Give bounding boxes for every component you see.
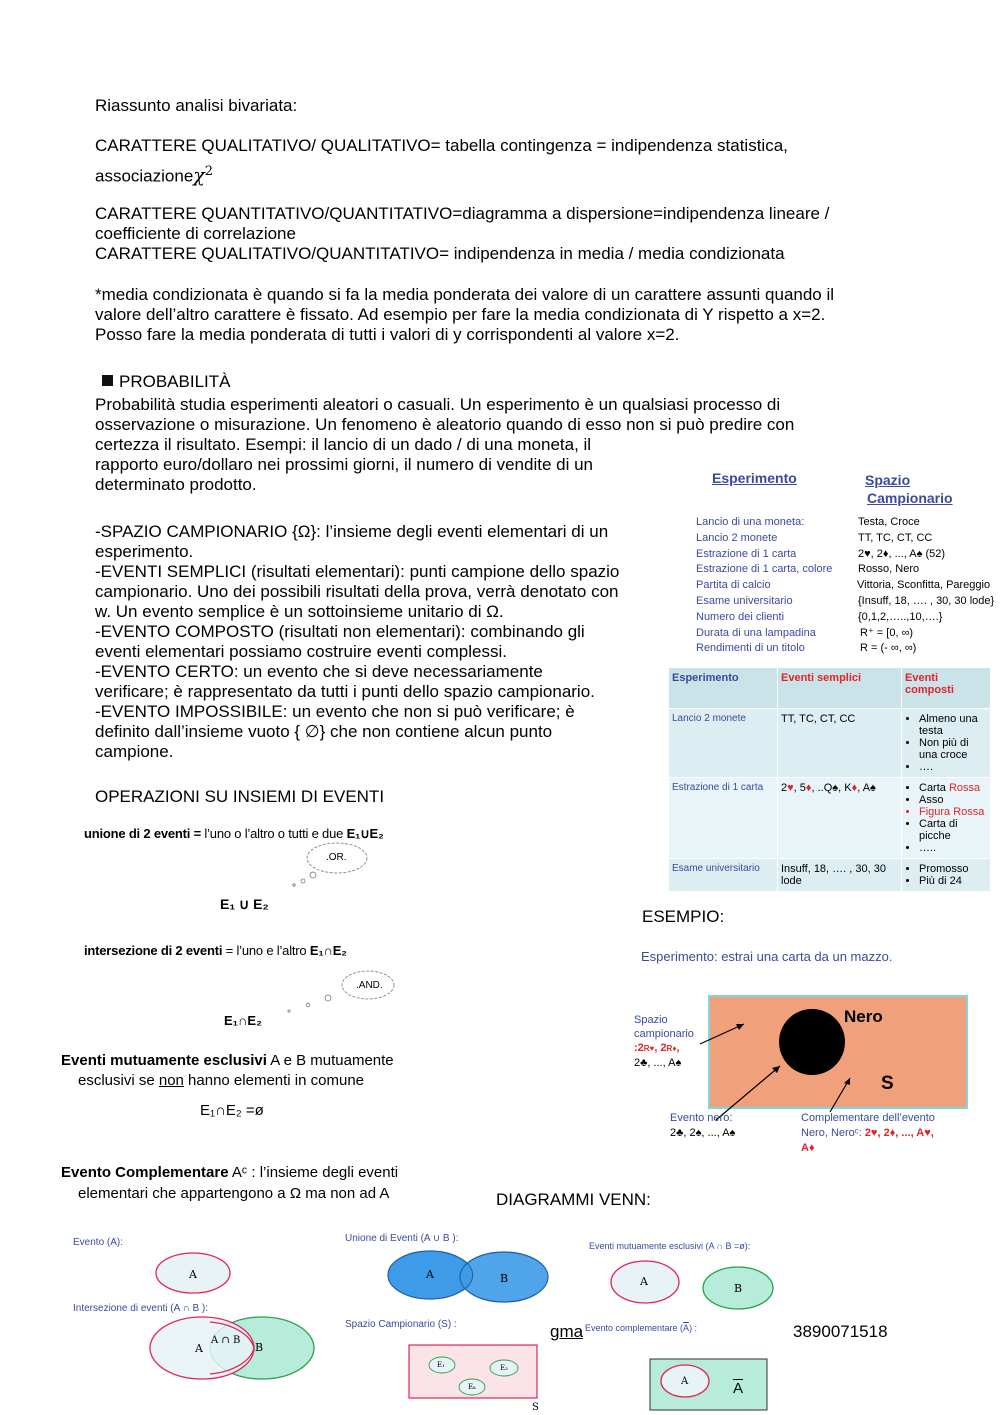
venn-mutuamente [605,1255,777,1313]
diamond-icon: R♦ [666,1044,677,1053]
s-label: S [881,1073,894,1094]
venn-complementare-end: ) : [689,1323,698,1333]
prob-line: osservazione o misurazione. Un fenomeno è aleatorio quando di esso non si può predire con [95,415,795,434]
table-row [669,859,991,892]
mutuamente-bold: Eventi mutuamente esclusivi [61,1052,267,1069]
list-item: • Asso [919,794,987,806]
table-header-cell: Eventi semplici [778,668,902,709]
ops-heading: OPERAZIONI SU INSIEMI DI EVENTI [95,787,385,806]
evento-nero-label: Evento nero: [670,1112,733,1124]
thought-bubble-and [280,967,395,1017]
mutuamente-text-2: esclusivi se [78,1072,159,1089]
venn-intersezione [145,1313,320,1383]
media-note-3: Posso fare la media ponderata di tutti i valori di y corrispondenti al valore x=2. [95,325,680,344]
unione-formula: E₁ ∪ E₂ [220,896,269,912]
card-text: 2 [781,782,788,794]
def-line: -SPAZIO CAMPIONARIO {Ω}: l’insieme degli eventi elementari di un [95,522,609,541]
venn-a-bar-label: $\overline{A}$ [733,1380,744,1397]
complementare-bold: Evento Complementare [61,1164,229,1181]
venn-spazio-campionario [405,1343,540,1401]
table1-space-cell: Rosso, Nero [858,563,920,576]
table-cell [778,778,902,859]
table-header-row [669,668,991,709]
table-row [696,594,996,610]
venn-unione [382,1247,554,1305]
complementare-annotation-label: Complementare dell’evento [801,1112,935,1124]
table-row [669,709,991,778]
venn-s-label: S [532,1402,539,1413]
def-line: -EVENTO CERTO: un evento che si deve necessariamente [95,662,543,681]
card-text: , 5 [793,782,806,794]
table-row [696,641,996,657]
table1-space-cell: TT, TC, CT, CC [858,531,933,544]
and-label: .AND. [356,980,383,991]
venn-e1-label: E₁ [437,1361,445,1369]
table1-exp-cell: Estrazione di 1 carta, colore [696,563,833,576]
venn-b-label: B [500,1272,509,1285]
venn-e2-label: E₂ [500,1364,508,1372]
footer-partial-text: gma [550,1322,584,1341]
table-cell: Insuff, 18, …. , 30, 30 lode [778,859,902,892]
unione-text: l’uno o l’altro o tutti e due [201,826,347,841]
mutuamente-block [61,1051,394,1091]
table1-space-cell: Testa, Croce [858,516,920,528]
definitions [95,522,619,762]
table1-head-spazio-1: Spazio [865,472,911,488]
table1-exp-cell: Durata di una lampadina [696,626,816,639]
table1-body [696,515,996,657]
def-line: verificare; è rappresentato da tutti i punti dello spazio campionario. [95,682,595,701]
complementare-text: Aᶜ : l’insieme degli eventi [228,1164,399,1181]
table-row [696,515,996,531]
complementare-block [61,1162,398,1204]
table1-exp-cell: Lancio di una moneta: [696,516,805,528]
table1-exp-cell: Lancio 2 monete [696,531,778,544]
table1-space-cell: R = (- ∞, ∞) [860,642,917,655]
venn-evento-a-label: Evento (A): [73,1237,124,1248]
nero-label: Nero [844,1007,883,1026]
table1-space-cell: R⁺ = [0, ∞) [860,626,914,639]
page-title: Riassunto analisi bivariata: [95,96,298,115]
list-item: • Promosso [919,863,987,875]
list-item: • Figura Rossa [919,806,987,818]
venn-complementare-text: Evento complementare ( [585,1323,684,1333]
list-item-text: Carta [919,782,949,794]
venn-heading: DIAGRAMMI VENN: [496,1190,651,1209]
prob-paragraph [95,395,794,495]
venn-a-label: A [681,1376,689,1387]
table-cell [902,859,991,892]
prob-line: certezza il risultato. Esempi: il lancio di un dado / di una moneta, il [95,435,592,454]
list-item: • Non più di una croce [919,737,987,761]
intersezione-line [84,943,347,958]
def-line: campione. [95,742,174,761]
quant-quant-line-2: coefficiente di correlazione [95,224,296,243]
table1-head-spazio [865,471,953,507]
phone-number: 3890071518 [793,1322,888,1341]
table1-exp-cell: Partita di calcio [696,579,771,592]
diamond-icon: ♦ [851,782,858,794]
prob-heading-text: PROBABILITÀ [119,372,231,391]
evento-nero-annotation [670,1111,735,1141]
table1-exp-cell: Numero dei clienti [696,610,785,623]
spazio-text: Spazio [634,1014,668,1026]
complementare-annotation-red-2: A♦ [801,1142,815,1154]
mutuamente-line-1 [61,1051,394,1071]
esempio-subtitle: Esperimento: estrai una carta da un mazzo. [641,949,893,964]
media-note-2: valore dell’altro carattere è fissato. Ad esempio per fare la media condizionata di Y rispetto a x=2. [95,305,826,324]
def-line: -EVENTO IMPOSSIBILE: un evento che non si può verificare; è [95,702,575,721]
venn-a-label: A [426,1268,434,1281]
table1-space-cell: Vittoria, Sconfitta, Pareggio [857,579,991,592]
venn-unione-label: Unione di Eventi (A ∪ B ): [345,1233,459,1244]
complementare-annotation-red: 2♥, 2♦, ..., A♥, [864,1127,934,1139]
table-cell [902,778,991,859]
list-item: • …. [919,761,987,773]
table-row [696,626,996,642]
list-item [919,782,987,794]
chi-exponent: 2 [204,164,214,179]
associazione-text: associazione [95,166,194,186]
intersezione-formula: E₁∩E₂ [224,1013,262,1028]
prob-line: rapporto euro/dollaro nei prossimi giorni, il numero di vendite di un [95,455,593,474]
spazio-black-text: 2♣, ..., A♠ [634,1057,682,1069]
list-item: • Carta di picche [919,818,987,842]
table-header-cell: Esperimento [669,668,778,709]
mutuamente-text: A e B mutuamente [266,1052,394,1069]
prob-line: Probabilità studia esperimenti aleatori o casuali. Un esperimento è un qualsiasi processo di [95,395,781,414]
table-cell: Esame universitario [669,859,778,892]
mutuamente-formula: E₁∩E₂ =ø [200,1102,264,1119]
prob-line: determinato prodotto. [95,475,257,494]
spazio-red-text: :2 [634,1042,644,1054]
spazio-annotation [634,1013,694,1070]
card-text: , ..Q♠, K [811,782,852,794]
table1-exp-cell: Rendimenti di un titolo [696,642,805,655]
thought-bubble-or [280,840,390,895]
def-line: definito dall’insieme vuoto { ∅} che non contiene alcun punto [95,722,553,741]
heart-icon: ♥ [787,782,794,794]
table1-exp-cell: Estrazione di 1 carta [696,547,797,560]
list-item-red-text: Rossa [948,782,981,794]
table1-space-cell: {0,1,2,…..,10,….} [858,610,943,623]
events-table [669,668,991,892]
quant-quant-line: CARATTERE QUANTITATIVO/QUANTITATIVO=diagramma a dispersione=indipendenza lineare / [95,204,830,223]
table-row [696,531,996,547]
table-cell [902,709,991,778]
complementare-annotation [801,1111,935,1156]
venn-intersezione-label: Intersezione di eventi (A ∩ B ): [73,1303,209,1314]
spazio-red-text: , 2 [654,1042,667,1054]
complementare-line-2: elementari che appartengono a Ω ma non ad A [78,1185,390,1202]
venn-b-label: B [734,1282,743,1295]
card-text: , A♠ [857,782,876,794]
venn-b-label: B [255,1341,264,1354]
mutuamente-line-2 [61,1071,394,1091]
unione-symbol: E₁∪E₂ [346,826,384,841]
esempio-heading: ESEMPIO: [642,907,725,926]
table-row [696,562,996,578]
heart-icon: R♥ [643,1044,655,1053]
table-cell: Lancio 2 monete [669,709,778,778]
venn-a-label: A [640,1275,648,1288]
mutuamente-non: non [158,1072,184,1089]
venn-mutuamente-text: Eventi mutuamente esclusivi (A ∩ B =ø): [589,1241,751,1251]
table1-exp-cell: Esame universitario [696,594,793,607]
spazio-text: campionario [634,1028,694,1040]
venn-mutuamente-label [589,1241,750,1251]
intersezione-text: = l’uno e l’altro [222,943,310,958]
venn-spazio-label: Spazio Campionario (S) : [345,1319,457,1330]
table-cell: Estrazione di 1 carta [669,778,778,859]
or-label: .OR. [326,852,347,863]
venn-complementare [648,1357,770,1413]
square-bullet-icon [102,375,113,386]
table1-head-exp: Esperimento [712,470,797,486]
intersezione-bold: intersezione di 2 eventi [84,943,223,958]
complementare-annotation-line [801,1126,935,1141]
complementare-annotation-text: Nero, Neroᶜ: [801,1127,865,1139]
unione-bold: unione di 2 eventi = [84,826,201,841]
spazio-red-line: :2R♥, 2R♦, [634,1042,680,1054]
def-line: esperimento. [95,542,194,561]
venn-complementare-label [585,1323,697,1333]
def-line: eventi elementari possiamo costruire eventi complessi. [95,642,507,661]
table-row [696,547,996,563]
venn-anb-label: A ∩ B [211,1335,241,1346]
evento-nero-values: 2♣, 2♠, ..., A♠ [670,1127,736,1139]
qual-qual-line: CARATTERE QUALITATIVO/ QUALITATIVO= tabella contingenza = indipendenza statistica, [95,136,788,155]
mutuamente-text-3: hanno elementi in comune [183,1072,365,1089]
def-line: -EVENTO COMPOSTO (risultati non elementari): combinando gli [95,622,585,641]
def-line: -EVENTI SEMPLICI (risultati elementari): punti campione dello spazio [95,562,620,581]
table-header-cell: Eventi composti [902,668,991,709]
def-line: campionario. Uno dei possibili risultati della prova, verrà denotato con [95,582,619,601]
def-line: w. Un evento semplice è un sottoinsieme unitario di Ω. [95,602,504,621]
table-row [669,778,991,859]
venn-a-label: A [195,1342,203,1355]
table-cell: TT, TC, CT, CC [778,709,902,778]
black-event-circle [779,1009,845,1075]
venn-a-label: A [189,1268,197,1281]
prob-heading [102,372,230,392]
qual-qual-line-2 [95,162,213,187]
table1-head-spazio-2: Campionario [867,490,953,506]
qual-quant-line: CARATTERE QUALITATIVO/QUANTITATIVO= indipendenza in media / media condizionata [95,244,785,263]
list-item: • Almeno una testa [919,713,987,737]
intersezione-symbol: E₁∩E₂ [309,943,347,958]
table-row [696,610,996,626]
list-item: • ….. [919,842,987,854]
diamond-icon: ♦ [805,782,812,794]
list-item: • Più di 24 [919,875,987,887]
media-note-1: *media condizionata è quando si fa la media ponderata dei valore di un carattere assunti quando il [95,285,835,304]
table1-space-cell: {Insuff, 18, …. , 30, 30 lode} [858,594,995,607]
venn-complementare-a: $\overline{A}$ [683,1323,690,1333]
table1-space-cell: 2♥, 2♦, ..., A♠ (52) [858,547,946,560]
venn-ek-label: Eₖ [468,1383,476,1391]
complementare-line-1 [61,1162,398,1183]
table-row [696,578,996,594]
chi-symbol: χ [193,164,205,187]
